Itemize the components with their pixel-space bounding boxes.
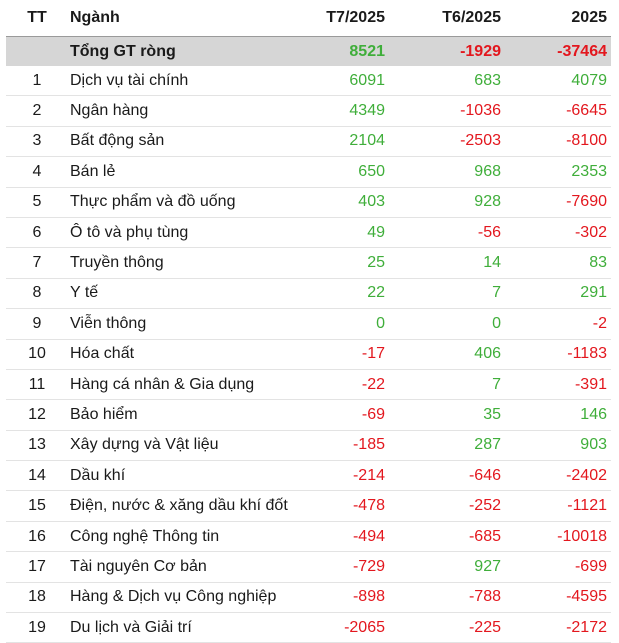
- row-year-value: 2353: [505, 157, 611, 187]
- row-t6-value: 928: [389, 187, 505, 217]
- row-sector-name: Viễn thông: [66, 309, 304, 339]
- row-t6-value: 35: [389, 400, 505, 430]
- row-t6-value: -646: [389, 461, 505, 491]
- row-tt: 12: [6, 400, 66, 430]
- row-t7-value: -2065: [304, 613, 389, 643]
- row-sector-name: Thực phẩm và đồ uống: [66, 187, 304, 217]
- row-year-value: 146: [505, 400, 611, 430]
- row-t6-value: -252: [389, 491, 505, 521]
- row-sector-name: Tài nguyên Cơ bản: [66, 552, 304, 582]
- table-row: [6, 491, 611, 521]
- header-row: [6, 0, 611, 37]
- row-year-value: -1183: [505, 339, 611, 369]
- row-t7-value: -185: [304, 430, 389, 460]
- row-year-value: 903: [505, 430, 611, 460]
- header-t7: T7/2025: [304, 0, 389, 37]
- table-row: [6, 339, 611, 369]
- row-t7-value: 2104: [304, 126, 389, 156]
- row-tt: 4: [6, 157, 66, 187]
- row-tt: 10: [6, 339, 66, 369]
- row-year-value: -2172: [505, 613, 611, 643]
- row-t6-value: -1036: [389, 96, 505, 126]
- row-tt: 2: [6, 96, 66, 126]
- row-t7-value: -22: [304, 369, 389, 399]
- row-tt: 6: [6, 217, 66, 247]
- row-sector-name: Bất động sản: [66, 126, 304, 156]
- row-year-value: 4079: [505, 66, 611, 96]
- row-t7-value: 650: [304, 157, 389, 187]
- row-t7-value: 25: [304, 248, 389, 278]
- row-tt: 9: [6, 309, 66, 339]
- table-row: [6, 521, 611, 551]
- row-t7-value: 49: [304, 217, 389, 247]
- row-t7-value: 0: [304, 309, 389, 339]
- row-t7-value: 22: [304, 278, 389, 308]
- row-tt: 3: [6, 126, 66, 156]
- row-tt: 8: [6, 278, 66, 308]
- total-t7: 8521: [304, 37, 389, 67]
- row-t6-value: 683: [389, 66, 505, 96]
- row-sector-name: Du lịch và Giải trí: [66, 613, 304, 643]
- sector-net-value-table: [6, 0, 611, 643]
- row-t6-value: 0: [389, 309, 505, 339]
- table-header: [6, 0, 611, 37]
- row-t7-value: 4349: [304, 96, 389, 126]
- row-tt: 14: [6, 461, 66, 491]
- table-row: [6, 278, 611, 308]
- row-year-value: -4595: [505, 582, 611, 612]
- table-row: [6, 400, 611, 430]
- row-year-value: -699: [505, 552, 611, 582]
- row-sector-name: Ngân hàng: [66, 96, 304, 126]
- row-t7-value: 6091: [304, 66, 389, 96]
- table-row: [6, 66, 611, 96]
- row-sector-name: Ô tô và phụ tùng: [66, 217, 304, 247]
- row-sector-name: Bán lẻ: [66, 157, 304, 187]
- table-row: [6, 430, 611, 460]
- table-row: [6, 461, 611, 491]
- total-year: -37464: [505, 37, 611, 67]
- row-sector-name: Hàng cá nhân & Gia dụng: [66, 369, 304, 399]
- row-sector-name: Hóa chất: [66, 339, 304, 369]
- header-tt: TT: [6, 0, 66, 37]
- table-row: [6, 96, 611, 126]
- row-year-value: -7690: [505, 187, 611, 217]
- row-sector-name: Xây dựng và Vật liệu: [66, 430, 304, 460]
- row-tt: 13: [6, 430, 66, 460]
- row-t6-value: 7: [389, 369, 505, 399]
- row-t6-value: 968: [389, 157, 505, 187]
- table-row: [6, 613, 611, 643]
- row-t6-value: -788: [389, 582, 505, 612]
- row-tt: 19: [6, 613, 66, 643]
- total-label: Tổng GT ròng: [66, 37, 304, 67]
- row-t6-value: -225: [389, 613, 505, 643]
- row-t7-value: -69: [304, 400, 389, 430]
- row-sector-name: Truyền thông: [66, 248, 304, 278]
- row-t6-value: -56: [389, 217, 505, 247]
- row-t7-value: -17: [304, 339, 389, 369]
- row-tt: 15: [6, 491, 66, 521]
- row-t7-value: -898: [304, 582, 389, 612]
- row-year-value: -302: [505, 217, 611, 247]
- row-year-value: 83: [505, 248, 611, 278]
- row-tt: 1: [6, 66, 66, 96]
- row-t7-value: 403: [304, 187, 389, 217]
- row-tt: 5: [6, 187, 66, 217]
- row-t7-value: -494: [304, 521, 389, 551]
- header-t6: T6/2025: [389, 0, 505, 37]
- table-row: [6, 582, 611, 612]
- header-sector: Ngành: [66, 0, 304, 37]
- row-sector-name: Dầu khí: [66, 461, 304, 491]
- row-t7-value: -729: [304, 552, 389, 582]
- row-sector-name: Điện, nước & xăng dầu khí đốt: [66, 491, 304, 521]
- row-year-value: -391: [505, 369, 611, 399]
- row-sector-name: Dịch vụ tài chính: [66, 66, 304, 96]
- table-row: [6, 126, 611, 156]
- row-t6-value: 927: [389, 552, 505, 582]
- row-year-value: -6645: [505, 96, 611, 126]
- row-sector-name: Y tế: [66, 278, 304, 308]
- row-t6-value: 7: [389, 278, 505, 308]
- row-sector-name: Công nghệ Thông tin: [66, 521, 304, 551]
- row-sector-name: Hàng & Dịch vụ Công nghiệp: [66, 582, 304, 612]
- table-body: [6, 37, 611, 643]
- row-t6-value: -685: [389, 521, 505, 551]
- row-t6-value: 14: [389, 248, 505, 278]
- row-t6-value: -2503: [389, 126, 505, 156]
- row-year-value: 291: [505, 278, 611, 308]
- row-tt: 18: [6, 582, 66, 612]
- row-year-value: -1121: [505, 491, 611, 521]
- table-row: [6, 157, 611, 187]
- row-t6-value: 287: [389, 430, 505, 460]
- table-row: [6, 369, 611, 399]
- row-tt: 11: [6, 369, 66, 399]
- row-tt: 16: [6, 521, 66, 551]
- row-year-value: -2402: [505, 461, 611, 491]
- total-t6: -1929: [389, 37, 505, 67]
- row-t7-value: -478: [304, 491, 389, 521]
- table-row: [6, 248, 611, 278]
- row-t6-value: 406: [389, 339, 505, 369]
- total-row: [6, 37, 611, 67]
- table-row: [6, 187, 611, 217]
- table-row: [6, 552, 611, 582]
- row-tt: 7: [6, 248, 66, 278]
- row-year-value: -10018: [505, 521, 611, 551]
- row-tt: 17: [6, 552, 66, 582]
- row-t7-value: -214: [304, 461, 389, 491]
- total-tt-cell: [6, 37, 66, 67]
- row-sector-name: Bảo hiểm: [66, 400, 304, 430]
- table-row: [6, 309, 611, 339]
- row-year-value: -8100: [505, 126, 611, 156]
- row-year-value: -2: [505, 309, 611, 339]
- header-year: 2025: [505, 0, 611, 37]
- table-row: [6, 217, 611, 247]
